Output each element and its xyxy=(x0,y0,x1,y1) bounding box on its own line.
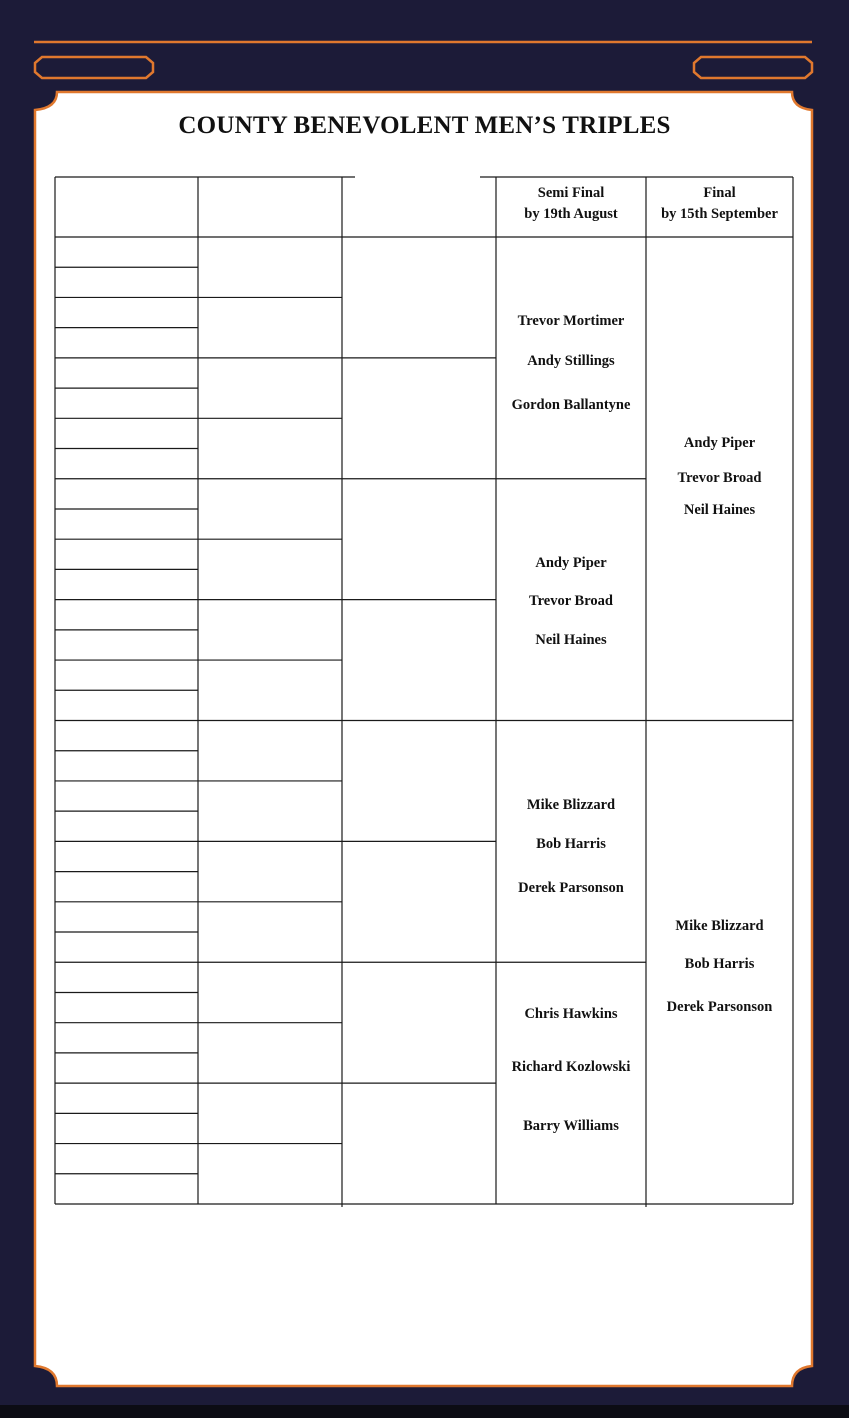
semi-3-player-3: Derek Parsonson xyxy=(518,880,624,896)
semi-1-player-1: Trevor Mortimer xyxy=(517,313,625,329)
semi-4-player-3: Barry Williams xyxy=(523,1118,619,1134)
final-header-line2: by 15th September xyxy=(661,206,778,222)
semi-3-player-1: Mike Blizzard xyxy=(526,797,616,813)
semi-1-player-3: Gordon Ballantyne xyxy=(511,397,631,413)
semi-4-player-2: Richard Kozlowski xyxy=(511,1059,631,1075)
final-2-player-2: Bob Harris xyxy=(684,956,755,972)
semi-final-header-line2: by 19th August xyxy=(524,206,618,222)
final-2-player-3: Derek Parsonson xyxy=(666,999,773,1015)
final-header-line1: Final xyxy=(703,185,736,201)
final-2-player-1: Mike Blizzard xyxy=(675,918,764,934)
semi-2-player-1: Andy Piper xyxy=(535,555,607,571)
semi-2-player-2: Trevor Broad xyxy=(529,593,613,609)
final-1-player-1: Andy Piper xyxy=(683,435,756,451)
semi-final-header xyxy=(496,183,646,225)
semi-2-player-3: Neil Haines xyxy=(535,632,607,648)
semi-final-header-line1: Semi Final xyxy=(537,185,605,201)
semi-4-player-1: Chris Hawkins xyxy=(524,1006,618,1022)
semi-1-player-2: Andy Stillings xyxy=(527,353,615,369)
semi-3-player-2: Bob Harris xyxy=(536,836,606,852)
final-1-player-2: Trevor Broad xyxy=(677,470,762,486)
final-1-player-3: Neil Haines xyxy=(683,502,756,518)
final-header xyxy=(646,183,793,225)
page-title: COUNTY BENEVOLENT MEN’S TRIPLES xyxy=(178,112,671,139)
